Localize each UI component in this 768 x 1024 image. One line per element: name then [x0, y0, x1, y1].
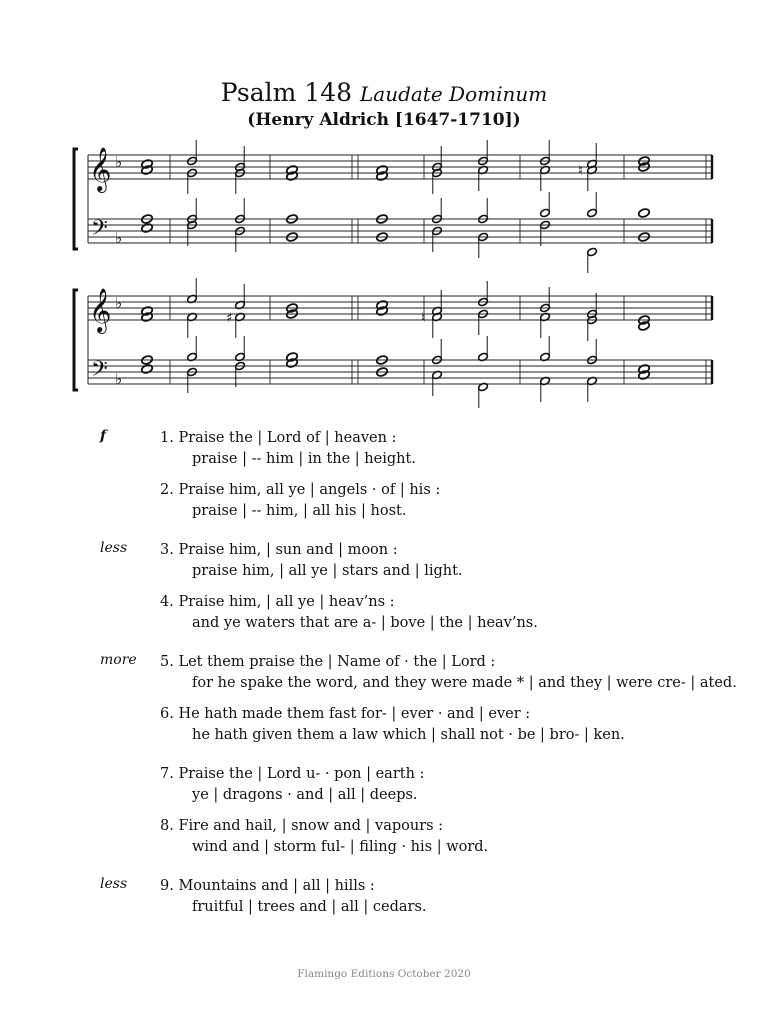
verse-line-1: 6. He hath made them fast for- | ever · and | ever :	[160, 706, 531, 722]
psalm-title: Psalm 148	[220, 78, 353, 107]
verse-4	[160, 592, 538, 634]
natural-sign-icon: ♮	[578, 163, 584, 179]
sharp-sign-icon: ♯	[226, 311, 233, 326]
verse-9	[160, 876, 427, 918]
verse-line-1: 1. Praise the | Lord of | heaven :	[160, 430, 397, 446]
key-flat-icon: ♭	[115, 153, 123, 171]
composer-credit: (Henry Aldrich [1647-1710])	[247, 110, 521, 130]
natural-sign-icon: ♮	[421, 311, 426, 326]
verse-line-2: for he spake the word, and they were made * | and they | were cre- | ated.	[192, 675, 737, 691]
verse-6	[160, 704, 625, 746]
psalm-subtitle: Laudate Dominum	[359, 82, 548, 106]
verse-dynamic: less	[100, 876, 128, 892]
system-bracket	[74, 149, 78, 249]
verse-line-2: fruitful | trees and | all | cedars.	[192, 899, 427, 915]
verse-line-1: 3. Praise him, | sun and | moon :	[160, 542, 398, 558]
verse-line-2: ye | dragons · and | all | deeps.	[192, 787, 418, 803]
verse-3	[160, 540, 463, 582]
verse-dynamic: f	[100, 428, 107, 444]
verse-line-2: praise | -- him | in the | height.	[192, 451, 416, 467]
key-flat-icon: ♭	[115, 294, 123, 312]
chant-score	[0, 0, 768, 420]
whole-note	[141, 364, 154, 374]
bass-clef-icon: 𝄢	[91, 216, 108, 246]
verse-2	[160, 480, 440, 522]
verse-line-1: 4. Praise him, | all ye | heav’ns :	[160, 594, 395, 610]
footer-credit: Flamingo Editions October 2020	[297, 968, 471, 980]
key-flat-icon: ♭	[115, 229, 123, 247]
treble-clef-icon: 𝄞	[89, 147, 112, 191]
verse-dynamic: more	[100, 652, 137, 668]
bass-clef-icon: 𝄢	[91, 357, 108, 387]
verse-line-1: 8. Fire and hail, | snow and | vapours :	[160, 818, 444, 834]
verse-line-1: 7. Praise the | Lord u- · pon | earth :	[160, 766, 425, 782]
verse-line-2: wind and | storm ful- | filing · his | word.	[192, 839, 489, 855]
treble-clef-icon: 𝄞	[89, 288, 112, 332]
verse-line-2: praise | -- him, | all his | host.	[192, 503, 407, 519]
verse-8	[160, 816, 488, 858]
system-bracket	[74, 290, 78, 390]
verse-5	[160, 652, 737, 694]
verse-dynamic: less	[100, 540, 128, 556]
whole-note	[141, 223, 154, 233]
verse-1	[160, 428, 416, 470]
verse-line-1: 9. Mountains and | all | hills :	[160, 878, 375, 894]
verse-line-2: and ye waters that are a- | bove | the | heav’ns.	[192, 615, 538, 631]
verse-7	[160, 764, 424, 806]
whole-note	[638, 208, 651, 218]
verse-line-1: 2. Praise him, all ye | angels · of | his :	[160, 482, 441, 498]
verse-line-2: he hath given them a law which | shall not · be | bro- | ken.	[192, 727, 625, 743]
key-flat-icon: ♭	[115, 370, 123, 388]
verse-line-2: praise him, | all ye | stars and | light.	[192, 563, 463, 579]
verse-line-1: 5. Let them praise the | Name of · the | Lord :	[160, 654, 496, 670]
